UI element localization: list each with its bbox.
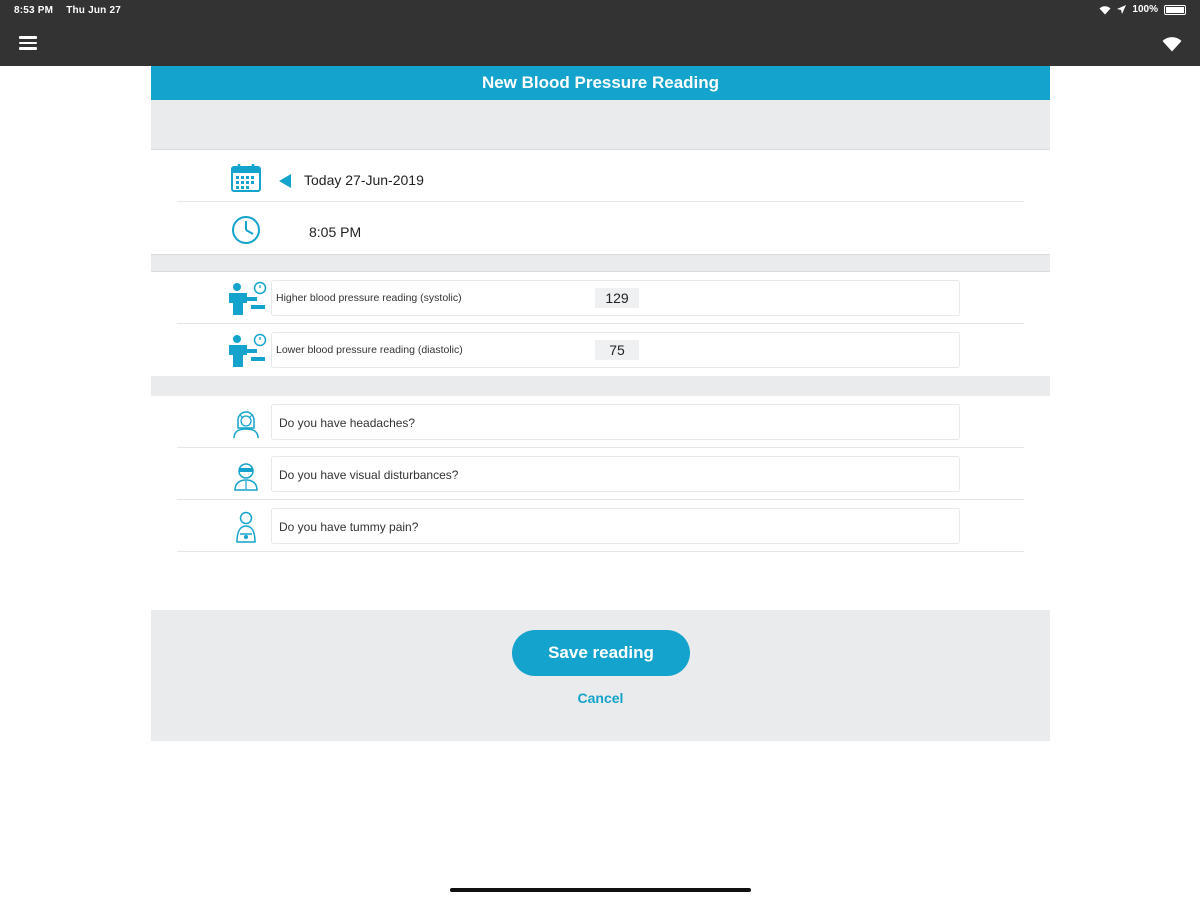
location-icon — [1117, 5, 1126, 14]
wifi-status-icon — [1099, 5, 1111, 15]
section-divider — [151, 376, 1050, 396]
time-text[interactable]: 8:05 PM — [309, 224, 362, 240]
systolic-row — [177, 272, 1024, 324]
reading-form-panel — [151, 66, 1050, 552]
systolic-field[interactable] — [271, 280, 960, 316]
systolic-value-input[interactable]: 129 — [595, 288, 639, 308]
battery-icon — [1164, 5, 1186, 15]
diastolic-label: Lower blood pressure reading (diastolic) — [276, 344, 463, 356]
question-row-headaches — [177, 396, 1024, 448]
status-date: Thu Jun 27 — [66, 5, 121, 16]
question-row-visual — [177, 448, 1024, 500]
headache-icon — [229, 406, 263, 440]
diastolic-row — [177, 324, 1024, 376]
visual-disturbances-question-label: Do you have visual disturbances? — [279, 468, 459, 482]
previous-date-arrow-icon[interactable] — [279, 174, 291, 188]
blood-pressure-patient-icon — [227, 333, 267, 369]
visual-disturbances-question[interactable] — [271, 456, 960, 492]
diastolic-field[interactable] — [271, 332, 960, 368]
form-actions-footer — [151, 610, 1050, 741]
tummy-pain-icon — [229, 510, 263, 544]
blood-pressure-patient-icon — [227, 281, 267, 317]
tummy-pain-question-label: Do you have tummy pain? — [279, 520, 419, 534]
time-row[interactable] — [177, 202, 1024, 254]
status-time: 8:53 PM — [14, 5, 54, 16]
date-text[interactable]: Today 27-Jun-2019 — [304, 172, 424, 188]
diastolic-value-input[interactable]: 75 — [595, 340, 639, 360]
page-title: New Blood Pressure Reading — [151, 66, 1050, 100]
systolic-label: Higher blood pressure reading (systolic) — [276, 292, 462, 304]
header-spacer-band — [151, 100, 1050, 150]
status-bar-right — [1099, 4, 1186, 15]
tummy-pain-question[interactable] — [271, 508, 960, 544]
cancel-link[interactable]: Cancel — [577, 690, 624, 706]
connection-icon[interactable] — [1162, 36, 1182, 52]
section-divider — [151, 254, 1050, 272]
battery-percentage: 100% — [1132, 4, 1158, 15]
question-row-tummy — [177, 500, 1024, 552]
status-bar-left — [14, 5, 131, 16]
headaches-question[interactable] — [271, 404, 960, 440]
headaches-question-label: Do you have headaches? — [279, 416, 416, 430]
save-reading-button[interactable]: Save reading — [512, 630, 690, 676]
home-indicator[interactable] — [450, 888, 751, 892]
hamburger-menu-icon[interactable] — [19, 36, 37, 50]
clock-icon — [229, 214, 263, 246]
date-row[interactable] — [177, 150, 1024, 202]
visual-disturbance-icon — [229, 458, 263, 492]
app-top-bar — [0, 0, 1200, 66]
calendar-icon — [229, 162, 263, 194]
